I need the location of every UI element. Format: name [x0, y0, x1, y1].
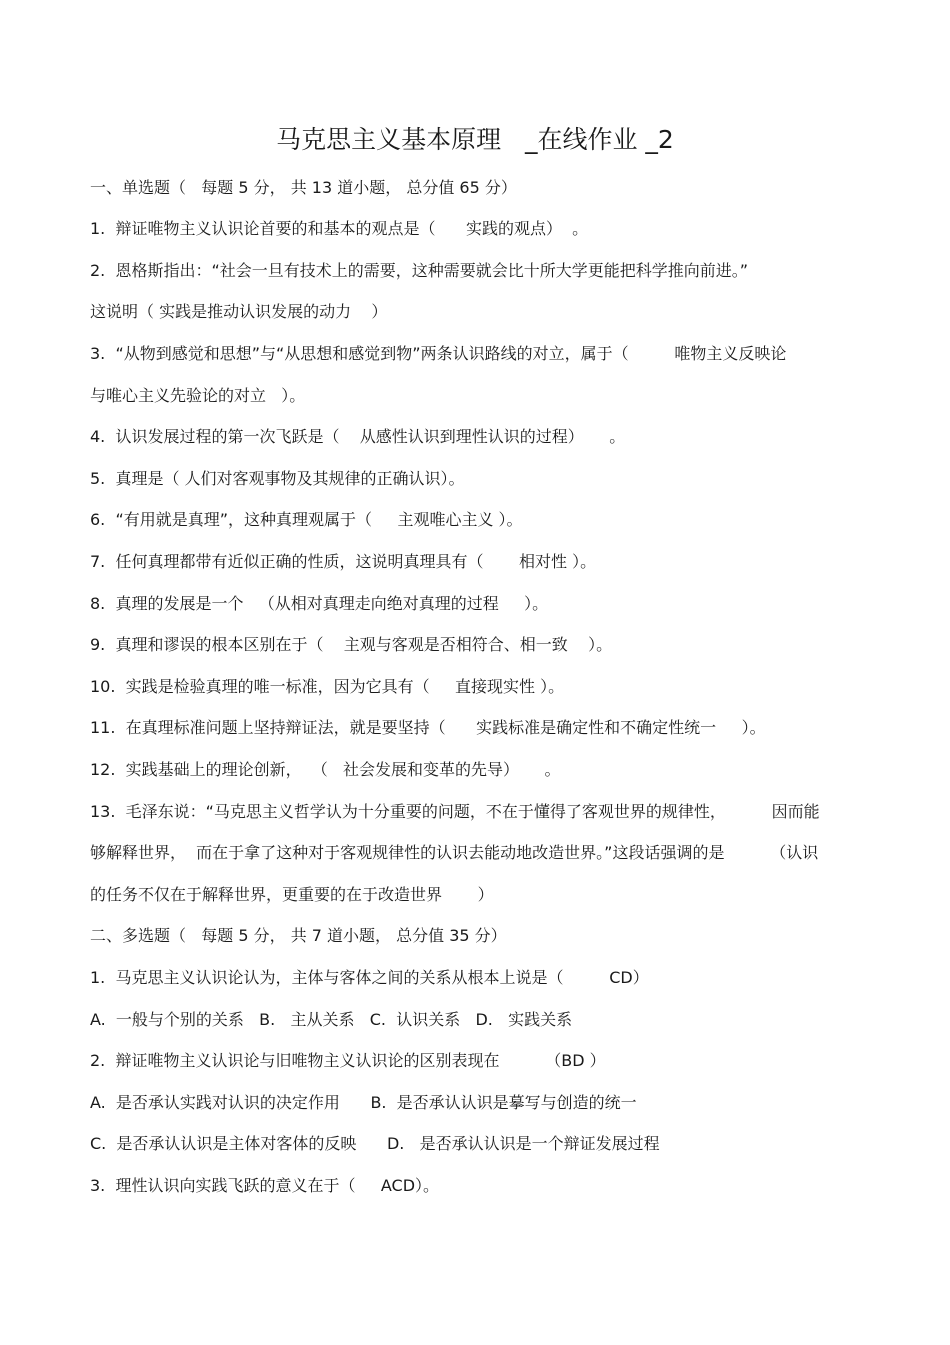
question-line: 7. 任何真理都带有近似正确的性质，这说明真理具有（ 相对性 ）。	[90, 552, 597, 571]
question-line: 3. 理性认识向实践飞跃的意义在于（ ACD）。	[90, 1176, 440, 1195]
option-line: A. 一般与个别的关系 B. 主从关系 C. 认识关系 D. 实践关系	[90, 1010, 573, 1029]
section-heading-multiple-choice: 二、多选题（ 每题 5 分， 共 7 道小题， 总分值 35 分）	[90, 926, 507, 945]
question-line: 13. 毛泽东说：“马克思主义哲学认为十分重要的问题，不在于懂得了客观世界的规律性， 因而能	[90, 802, 820, 821]
question-line: 2. 恩格斯指出：“社会一旦有技术上的需要，这种需要就会比十所大学更能把科学推向前进。”	[90, 261, 749, 280]
question-line: 4. 认识发展过程的第一次飞跃是（ 从感性认识到理性认识的过程） 。	[90, 427, 626, 446]
question-line: 9. 真理和谬误的根本区别在于（ 主观与客观是否相符合、相一致 ）。	[90, 635, 613, 654]
question-line: 8. 真理的发展是一个 （从相对真理走向绝对真理的过程 ）。	[90, 594, 549, 613]
question-line: 够解释世界， 而在于拿了这种对于客观规律性的认识去能动地改造世界。”这段话强调的是 （认识	[90, 843, 819, 862]
question-line: 的任务不仅在于解释世界，更重要的在于改造世界 ）	[90, 885, 494, 904]
option-line: A. 是否承认实践对认识的决定作用 B. 是否承认认识是摹写与创造的统一	[90, 1093, 637, 1112]
question-line: 10. 实践是检验真理的唯一标准，因为它具有（ 直接现实性 ）。	[90, 677, 565, 696]
question-line: 1. 辩证唯物主义认识论首要的和基本的观点是（ 实践的观点） 。	[90, 219, 589, 238]
question-line: 11. 在真理标准问题上坚持辩证法，就是要坚持（ 实践标准是确定性和不确定性统一 ）。	[90, 718, 766, 737]
question-line: 与唯心主义先验论的对立 ）。	[90, 386, 306, 405]
option-line: C. 是否承认认识是主体对客体的反映 D. 是否承认认识是一个辩证发展过程	[90, 1134, 660, 1153]
section-heading-single-choice: 一、单选题（ 每题 5 分， 共 13 道小题， 总分值 65 分）	[90, 178, 517, 197]
question-line: 6. “有用就是真理”，这种真理观属于（ 主观唯心主义 ）。	[90, 510, 523, 529]
document-title: 马克思主义基本原理 _在线作业 _2	[276, 125, 674, 154]
question-line: 12. 实践基础上的理论创新， （ 社会发展和变革的先导） 。	[90, 760, 561, 779]
question-line: 3. “从物到感觉和思想”与“从思想和感觉到物”两条认识路线的对立，属于（ 唯物主义反映论	[90, 344, 787, 363]
question-line: 这说明（ 实践是推动认识发展的动力 ）	[90, 302, 388, 321]
question-line: 5. 真理是（ 人们对客观事物及其规律的正确认识）。	[90, 469, 465, 488]
question-line: 1. 马克思主义认识论认为，主体与客体之间的关系从根本上说是（ CD）	[90, 968, 649, 987]
question-line: 2. 辩证唯物主义认识论与旧唯物主义认识论的区别表现在 （BD ）	[90, 1051, 606, 1070]
